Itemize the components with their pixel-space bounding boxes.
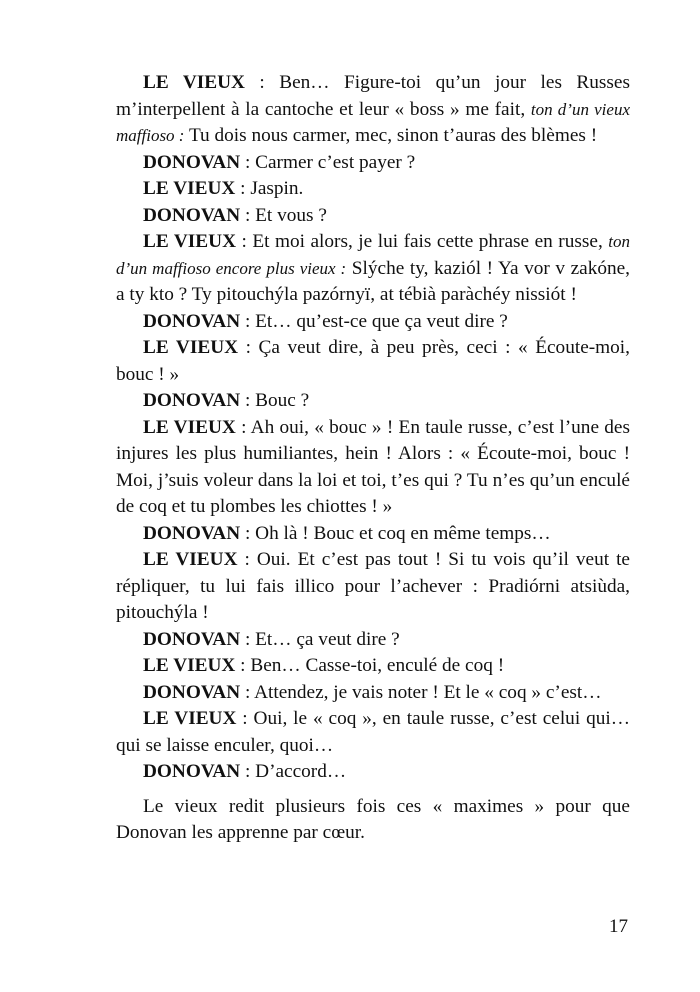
- stage-direction: ton d’un vieux maffioso :: [116, 99, 630, 145]
- speaker-name: LE VIEUX: [143, 655, 236, 676]
- dialogue-line: [116, 627, 630, 654]
- speaker-name: DONOVAN: [143, 310, 241, 332]
- speaker-name: DONOVAN: [143, 761, 241, 782]
- dialogue-line: [116, 203, 630, 230]
- dialogue-line: [116, 176, 630, 203]
- line-text: Tu dois nous carmer, mec, sinon t’auras des blèmes !: [184, 125, 598, 146]
- line-text: : Oui. Et c’est pas tout ! Si tu vois qu’il veut te répliquer, tu lui fais illico pour l’achever : Pradiórni atsiùda, pitouchýla !: [116, 549, 630, 623]
- page-number: 17: [609, 916, 628, 937]
- dialogue-line: [116, 229, 630, 309]
- speaker-name: DONOVAN: [143, 522, 241, 544]
- line-text: : Bouc ?: [240, 390, 310, 411]
- speaker-name: DONOVAN: [143, 151, 241, 173]
- line-text: : D’accord…: [240, 761, 347, 782]
- speaker-name: DONOVAN: [143, 628, 241, 650]
- dialogue-text: [116, 70, 630, 847]
- line-text: : Ben… Casse-toi, enculé de coq !: [235, 655, 505, 676]
- dialogue-line: [116, 680, 630, 707]
- line-text: : Et… qu’est-ce que ça veut dire ?: [240, 310, 508, 332]
- line-text: : Oui, le « coq », en taule russe, c’est celui qui… qui se laisse enculer, quoi…: [116, 708, 630, 756]
- speaker-name: LE VIEUX: [143, 72, 245, 93]
- line-text: : Ah oui, « bouc » ! En taule russe, c’est l’une des injures les plus humiliantes, hein ! Alors : « Écoute-moi, bouc ! Moi, j’suis voleur dans la loi et toi, t’es qui ? Tu n’es qu’un enculé de coq et tu plombes les chiottes ! »: [116, 416, 630, 517]
- dialogue-line: [116, 653, 630, 680]
- dialogue-line: [116, 309, 630, 336]
- line-text: : Attendez, je vais noter ! Et le « coq » c’est…: [240, 681, 602, 703]
- dialogue-line: [116, 335, 630, 388]
- speaker-name: LE VIEUX: [143, 231, 237, 252]
- line-text: : Oh là ! Bouc et coq en même temps…: [240, 522, 551, 544]
- dialogue-line: [116, 706, 630, 759]
- speaker-name: LE VIEUX: [143, 549, 238, 570]
- speaker-name: DONOVAN: [143, 390, 241, 411]
- dialogue-line: [116, 415, 630, 521]
- speaker-name: DONOVAN: [143, 204, 241, 226]
- stage-direction: ton d’un maffioso encore plus vieux :: [116, 232, 630, 278]
- speaker-name: DONOVAN: [143, 681, 241, 703]
- speaker-name: LE VIEUX: [143, 178, 236, 199]
- speaker-name: LE VIEUX: [143, 416, 236, 438]
- dialogue-line: [116, 521, 630, 548]
- dialogue-line: [116, 70, 630, 150]
- line-text: Slýche ty, kaziól ! Ya vor v zakóne, a ty kto ? Ty pitouchýla pazórnyï, at tébià paràchéy nissiót !: [116, 257, 630, 305]
- speaker-name: LE VIEUX: [143, 708, 237, 729]
- dialogue-line: [116, 150, 630, 177]
- line-text: : Jaspin.: [235, 178, 304, 199]
- line-text: : Et moi alors, je lui fais cette phrase en russe,: [236, 231, 609, 252]
- dialogue-line: [116, 388, 630, 415]
- line-text: : Ben… Figure-toi qu’un jour les Russes m’interpellent à la cantoche et leur « boss » me fait,: [116, 72, 630, 120]
- line-text: : Et… ça veut dire ?: [240, 628, 400, 650]
- dialogue-line: [116, 759, 630, 786]
- dialogue-line: [116, 547, 630, 627]
- line-text: : Carmer c’est payer ?: [240, 151, 416, 173]
- line-text: : Et vous ?: [240, 204, 327, 226]
- speaker-name: LE VIEUX: [143, 337, 239, 358]
- narration-paragraph: Le vieux redit plusieurs fois ces « maximes » pour que Donovan les apprenne par cœur.: [116, 795, 630, 843]
- line-text: : Ça veut dire, à peu près, ceci : « Écoute-moi, bouc ! »: [116, 337, 630, 385]
